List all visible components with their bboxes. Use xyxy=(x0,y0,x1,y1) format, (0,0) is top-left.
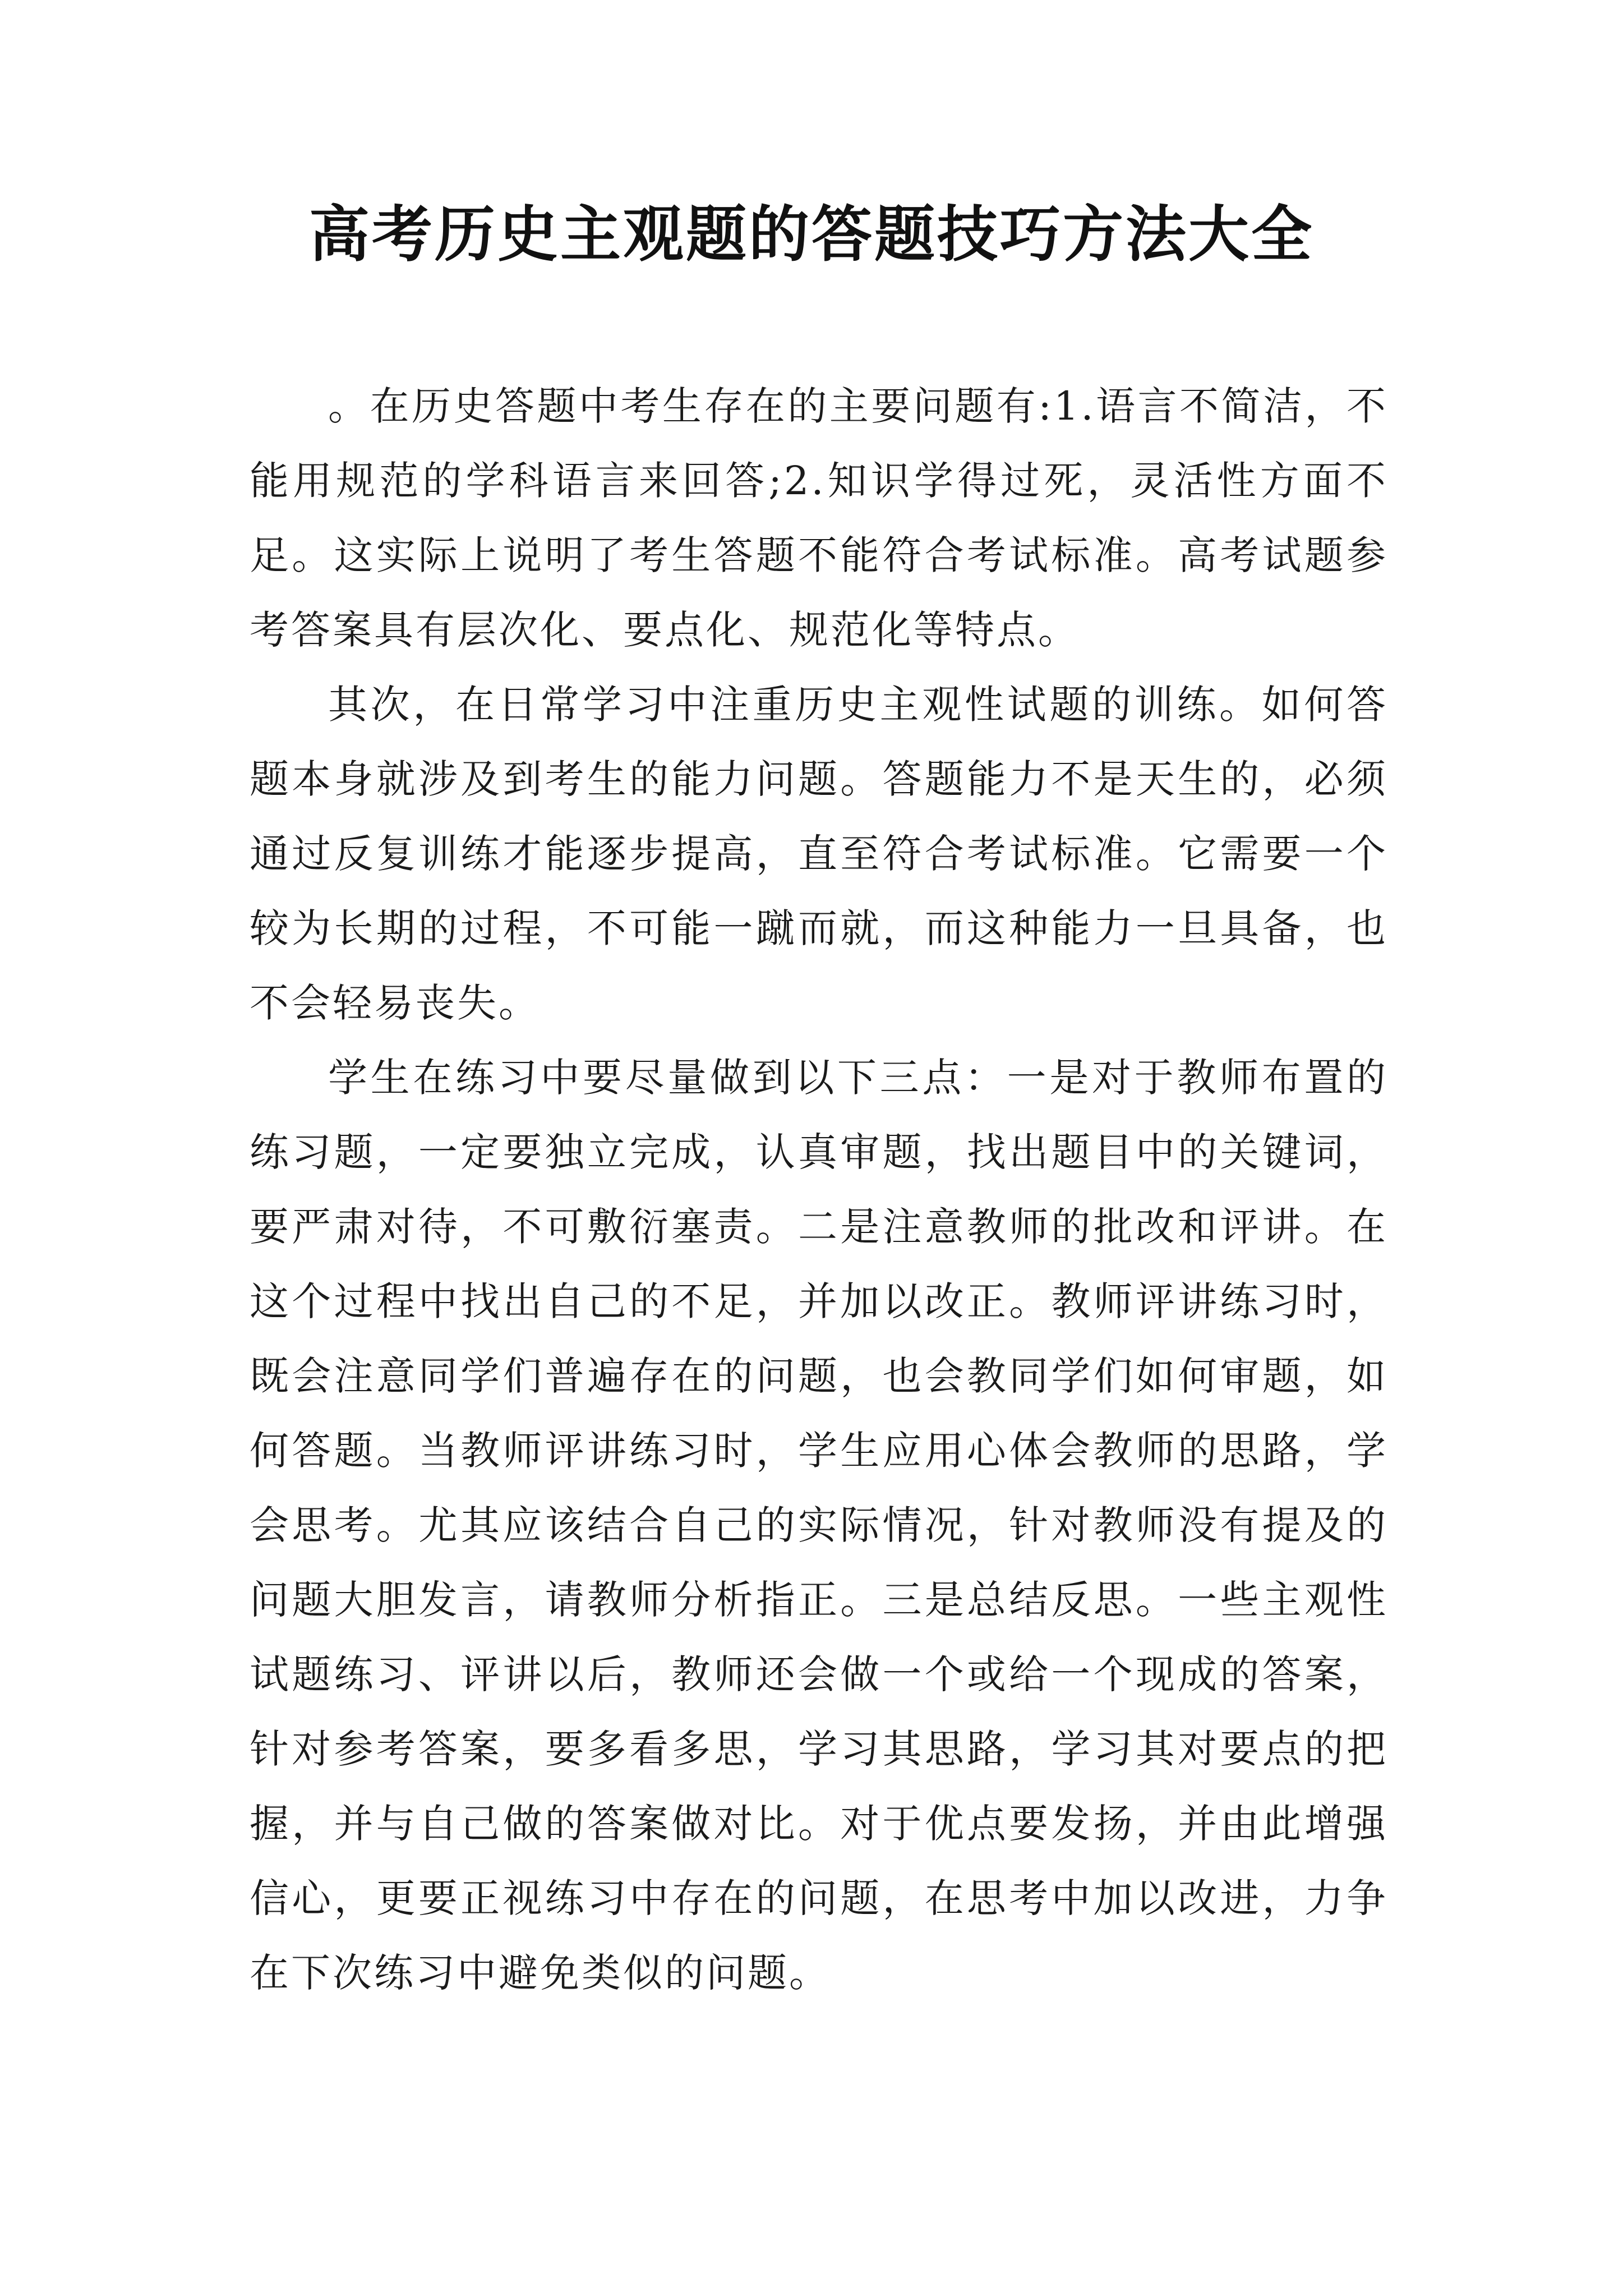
paragraph-2: 其次，在日常学习中注重历史主观性试题的训练。如何答题本身就涉及到考生的能力问题。答题能力不是天生的，必须通过反复训练才能逐步提高，直至符合考试标准。它需要一个较为长期的过程，不可能一蹴而就，而这种能力一旦具备，也不会轻易丧失。 xyxy=(250,682,1388,1026)
paragraph-1: 。在历史答题中考生存在的主要问题有:1.语言不简洁，不能用规范的学科语言来回答;2.知识学得过死，灵活性方面不足。这实际上说明了考生答题不能符合考试标准。高考试题参考答案具有层次化、要点化、规范化等特点。 xyxy=(250,383,1388,653)
document-title: 高考历史主观题的答题技巧方法大全 xyxy=(308,199,1314,270)
document-body xyxy=(250,369,1388,2010)
paragraph-3: 学生在练习中要尽量做到以下三点：一是对于教师布置的练习题，一定要独立完成，认真审题，找出题目中的关键词，要严肃对待，不可敷衍塞责。二是注意教师的批改和评讲。在这个过程中找出自己的不足，并加以改正。教师评讲练习时，既会注意同学们普遍存在的问题，也会教同学们如何审题，如何答题。当教师评讲练习时，学生应用心体会教师的思路，学会思考。尤其应该结合自己的实际情况，针对教师没有提及的问题大胆发言，请教师分析指正。三是总结反思。一些主观性试题练习、评讲以后，教师还会做一个或给一个现成的答案，针对参考答案，要多看多思，学习其思路，学习其对要点的把握，并与自己做的答案做对比。对于优点要发扬，并由此增强信心，更要正视练习中存在的问题，在思考中加以改进，力争在下次练习中避免类似的问题。 xyxy=(250,1055,1388,1996)
